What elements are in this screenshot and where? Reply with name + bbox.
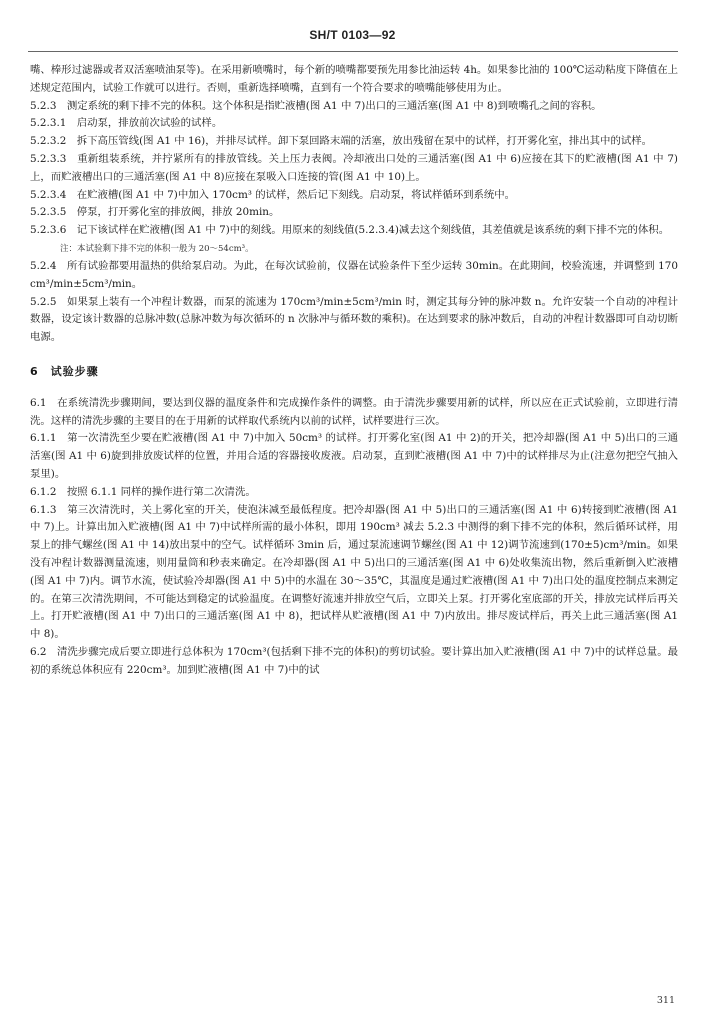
paragraph: 5.2.3.1 启动泵，排放前次试验的试样。: [30, 117, 223, 130]
paragraph: 5.2.3.6 记下该试样在贮液槽(图 A1 中 7)中的刻线。用原来的刻线值(5.2.3.4)减去这个刻线值，其差值就是该系统的剩下排不完的体积。: [30, 224, 670, 237]
paragraph: 5.2.3 测定系统的剩下排不完的体积。这个体积是指贮液槽(图 A1 中 7)出口的三通活塞(图 A1 中 8)到喷嘴孔之间的容积。: [30, 99, 602, 112]
standard-code-header: SH/T 0103—92: [309, 28, 396, 42]
document-body: [30, 62, 678, 680]
paragraph: 6.1 在系统清洗步骤期间，要达到仪器的温度条件和完成操作条件的调整。由于清洗步骤要用新的试样，所以应在正式试验前，立即进行清洗。这样的清洗步骤的主要目的在于用新的试样取代系统内以前的试样，试样要进行三次。: [30, 396, 678, 427]
paragraph: 5.2.4 所有试验都要用温热的供给泵启动。为此，在每次试验前，仪器在试验条件下至少运转 30min。在此期间，校验流速，并调整到 170cm³/min±5cm³/min。: [30, 259, 678, 290]
paragraph: 6.1.3 第三次清洗时，关上雾化室的开关，使泡沫减至最低程度。把冷却器(图 A1 中 5)出口的三通活塞(图 A1 中 6)转接到贮液槽(图 A1 中 7)上。计算出加入贮液槽(图 A1 中 7)中试样所需的最小体积，即用 190cm³ 减去 5.2.3 中测得的剩下排不完的体积，然后循环试样，用泵上的排气螺丝(图 A1 中 14)放出泵中的空气。试样循环 3min 后，通过泵流速调节螺丝(图 A1 中 12)调节流速到(170±5)cm³/min。如果没有冲程计数器测量流速，则用量筒和秒表来确定。在冷却器(图 A1 中 5)出口的三通活塞(图 A1 中 6)处收集流出物，然后重新倒入贮液槽(图 A1 中 7)内。调节水流，使试验冷却器(图 A1 中 5)中的水温在 30～35℃，其温度是通过贮液槽(图 A1 中 7)出口处的温度控制点来测定的。在第三次清洗期间，不可能达到稳定的试验温度。在调整好流速并排放空气后，立即关上泵。打开雾化室底部的开关，排放完试样后再关上。打开贮液槽(图 A1 中 7)出口的三通活塞(图 A1 中 8)，把试样从贮液槽(图 A1 中 7)内放出。排尽废试样后，再关上此三通活塞(图 A1 中 8)。: [30, 503, 678, 641]
page-number: 311: [656, 995, 675, 1006]
paragraph: 嘴、棒形过滤器或者双活塞喷油泵等)。在采用新喷嘴时，每个新的喷嘴都要预先用参比油运转 4h。如果参比油的 100℃运动粘度下降值在上述规定范围内，试验工作就可以进行。否则，重新选择喷嘴，直到有一个符合要求的喷嘴能够使用为止。: [30, 64, 678, 94]
note: 注：本试验剩下排不完的体积一般为 20～54cm³。: [60, 243, 254, 254]
section-heading: 6 试验步骤: [30, 364, 99, 378]
paragraph: 5.2.3.4 在贮液槽(图 A1 中 7)中加入 170cm³ 的试样，然后记下刻线。启动泵，将试样循环到系统中。: [30, 188, 516, 201]
paragraph: 5.2.5 如果泵上装有一个冲程计数器，而泵的流速为 170cm³/min±5cm³/min 时，测定其每分钟的脉冲数 n。允许安装一个自动的冲程计数器，设定该计数器的总脉冲数(总脉冲数为每次循环的 n 次脉冲与循环数的乘积)。在达到要求的脉冲数后，自动的冲程计数器即可自动切断电源。: [30, 295, 678, 344]
paragraph: 6.1.1 第一次清洗至少要在贮液槽(图 A1 中 7)中加入 50cm³ 的试样。打开雾化室(图 A1 中 2)的开关，把冷却器(图 A1 中 5)出口的三通活塞(图 A1 中 6)旋到排放废试样的位置，并用合适的容器接收废液。启动泵，直到贮液槽(图 A1 中 7)中的试样排尽为止(注意勿把空气抽入泵里)。: [30, 432, 678, 480]
header-divider: [28, 51, 678, 52]
paragraph: 5.2.3.2 拆下高压管线(图 A1 中 16)，并排尽试样。卸下泵回路末端的活塞，放出残留在泵中的试样，打开雾化室，排出其中的试样。: [30, 135, 653, 148]
paragraph: 6.1.2 按照 6.1.1 同样的操作进行第二次清洗。: [30, 485, 256, 498]
paragraph: 5.2.3.5 停泵，打开雾化室的排放阀，排放 20min。: [30, 206, 280, 219]
paragraph: 6.2 清洗步骤完成后要立即进行总体积为 170cm³(包括剩下排不完的体积)的剪切试验。要计算出加入贮液槽(图 A1 中 7)中的试样总量。最初的系统总体积应有 220cm³。加到贮液槽(图 A1 中 7)中的试: [30, 645, 678, 676]
paragraph: 5.2.3.3 重新组装系统，并拧紧所有的排放管线。关上压力表阀。冷却液出口处的三通活塞(图 A1 中 6)应接在其下的贮液槽(图 A1 中 7)上，而贮液槽出口的三通活塞(图 A1 中 8)应接在泵吸入口连接的管(图 A1 中 10)上。: [30, 152, 678, 183]
